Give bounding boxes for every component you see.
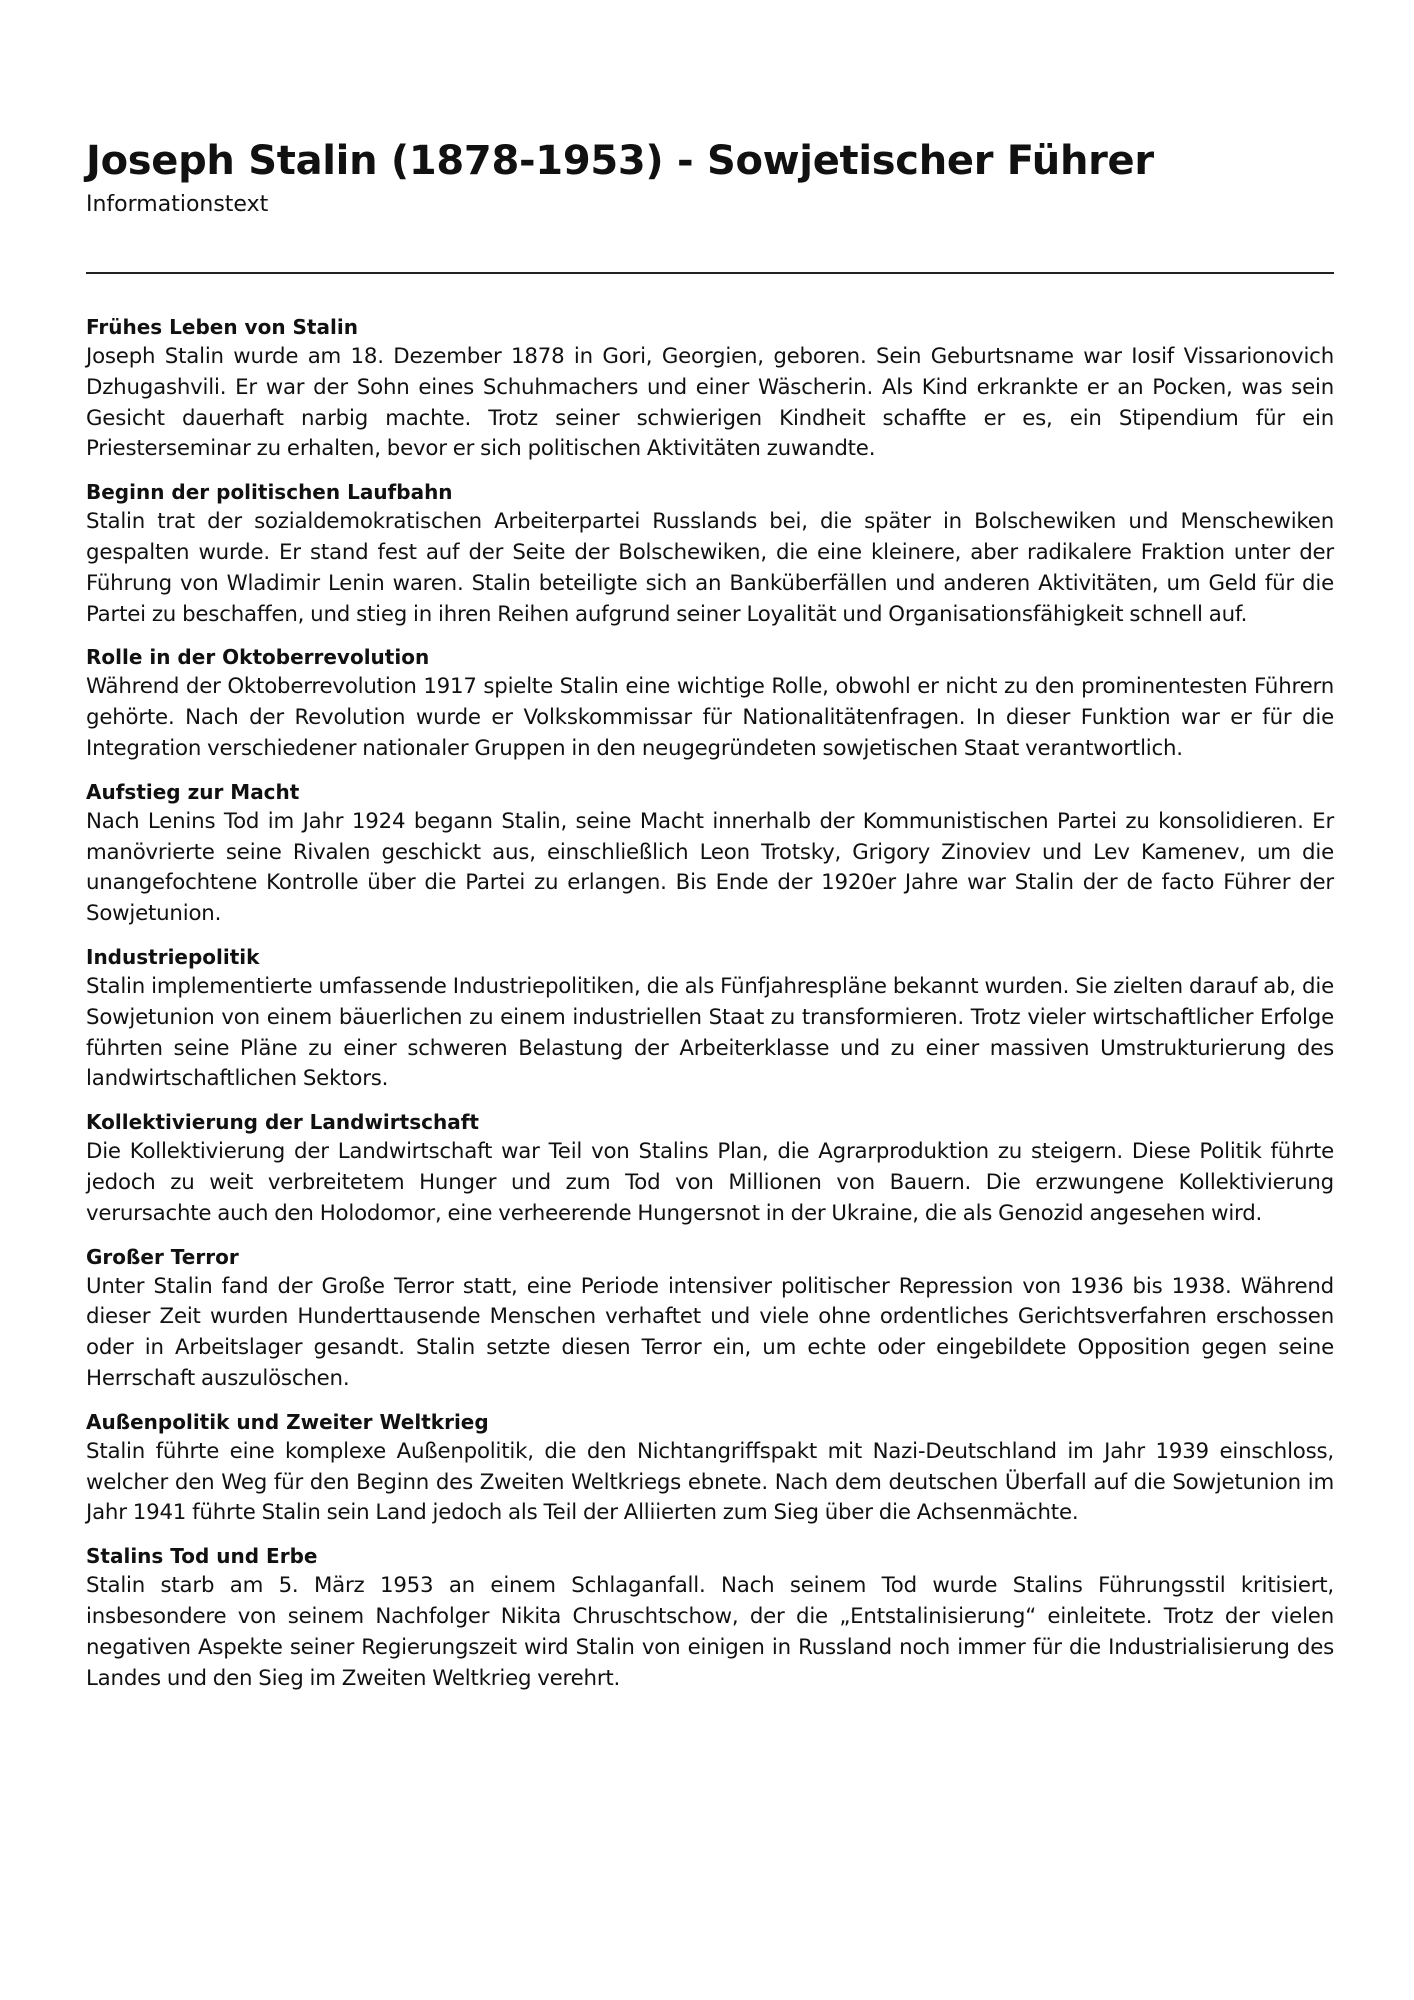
- section-paragraph: Stalin implementierte umfassende Industriepolitiken, die als Fünfjahrespläne bekannt wurden. Sie zielten darauf ab, die Sowjetunion von einem bäuerlichen zu einem industriellen Staat zu transformieren. Trotz vieler wirtschaftlicher Erfolge führten seine Pläne zu einer schweren Belastung der Arbeiterklasse und zu einer massiven Umstrukturierung des landwirtschaftlichen Sektors.: [86, 973, 1334, 1092]
- section-industrial-policy: [86, 942, 1334, 1095]
- document-content: [86, 312, 1334, 1706]
- section-paragraph: Während der Oktoberrevolution 1917 spielte Stalin eine wichtige Rolle, obwohl er nicht zu den prominentesten Führern gehörte. Nach der Revolution wurde er Volkskommissar für Nationalitätenfragen. In dieser Funktion war er für die Integration verschiedener nationaler Gruppen in den neugegründeten sowjetischen Staat verantwortlich.: [86, 674, 1334, 761]
- section-paragraph: Joseph Stalin wurde am 18. Dezember 1878 in Gori, Georgien, geboren. Sein Geburtsname war Iosif Vissarionovich Dzhugashvili. Er war der Sohn eines Schuhmachers und einer Wäscherin. Als Kind erkrankte er an Pocken, was sein Gesicht dauerhaft narbig machte. Trotz seiner schwierigen Kindheit schaffte er es, ein Stipendium für ein Priesterseminar zu erhalten, bevor er sich politischen Aktivitäten zuwandte.: [86, 344, 1334, 462]
- title-divider: [86, 272, 1334, 274]
- section-paragraph: Unter Stalin fand der Große Terror statt, eine Periode intensiver politischer Repression von 1936 bis 1938. Während dieser Zeit wurden Hunderttausende Menschen verhaftet und viele ohne ordentliches Gerichtsverfahren erschossen oder in Arbeitslager gesandt. Stalin setzte diesen Terror ein, um echte oder eingebildete Opposition gegen seine Herrschaft auszulöschen.: [86, 1273, 1334, 1391]
- section-paragraph: Stalin führte eine komplexe Außenpolitik, die den Nichtangriffspakt mit Nazi-Deutschland im Jahr 1939 einschloss, welcher den Weg für den Beginn des Zweiten Weltkriegs ebnete. Nach dem deutschen Überfall auf die Sowjetunion im Jahr 1941 führte Stalin sein Land jedoch als Teil der Alliierten zum Sieg über die Achsenmächte.: [86, 1438, 1334, 1526]
- document-title: Joseph Stalin (1878-1953) - Sowjetischer Führer: [86, 138, 1154, 184]
- section-heading: Großer Terror: [86, 1244, 239, 1269]
- section-heading: Außenpolitik und Zweiter Weltkrieg: [86, 1409, 489, 1434]
- section-paragraph: Stalin trat der sozialdemokratischen Arbeiterpartei Russlands bei, die später in Bolschewiken und Menschewiken gespalten wurde. Er stand fest auf der Seite der Bolschewiken, die eine kleinere, aber radikalere Fraktion unter der Führung von Wladimir Lenin waren. Stalin beteiligte sich an Banküberfällen und anderen Aktivitäten, um Geld für die Partei zu beschaffen, und stieg in ihren Reihen aufgrund seiner Loyalität und Organisationsfähigkeit schnell auf.: [86, 509, 1334, 627]
- section-collectivization: [86, 1107, 1334, 1229]
- section-heading: Beginn der politischen Laufbahn: [86, 480, 453, 505]
- section-heading: Aufstieg zur Macht: [86, 779, 300, 804]
- section-paragraph: Stalin starb am 5. März 1953 an einem Schlaganfall. Nach seinem Tod wurde Stalins Führungsstil kritisiert, insbesondere von seinem Nachfolger Nikita Chruschtschow, der die „Entstalinisierung“ einleitete. Trotz der vielen negativen Aspekte seiner Regierungszeit wird Stalin von einigen in Russland noch immer für die Industrialisierung des Landes und den Sieg im Zweiten Weltkrieg verehrt.: [86, 1573, 1334, 1691]
- section-heading: Industriepolitik: [86, 944, 260, 969]
- section-heading: Stalins Tod und Erbe: [86, 1544, 318, 1569]
- section-paragraph: Die Kollektivierung der Landwirtschaft war Teil von Stalins Plan, die Agrarproduktion zu steigern. Diese Politik führte jedoch zu weit verbreitetem Hunger und zum Tod von Millionen von Bauern. Die erzwungene Kollektivierung verursachte auch den Holodomor, eine verheerende Hungersnot in der Ukraine, die als Genozid angesehen wird.: [86, 1139, 1334, 1226]
- section-heading: Rolle in der Oktoberrevolution: [86, 645, 430, 670]
- section-great-terror: [86, 1242, 1334, 1395]
- section-paragraph: Nach Lenins Tod im Jahr 1924 begann Stalin, seine Macht innerhalb der Kommunistischen Partei zu konsolidieren. Er manövrierte seine Rivalen geschickt aus, einschließlich Leon Trotsky, Grigory Zinoviev und Lev Kamenev, um die unangefochtene Kontrolle über die Partei zu erlangen. Bis Ende der 1920er Jahre war Stalin der de facto Führer der Sowjetunion.: [86, 808, 1334, 927]
- section-foreign-policy-ww2: [86, 1407, 1334, 1529]
- section-heading: Kollektivierung der Landwirtschaft: [86, 1110, 479, 1135]
- section-october-revolution: [86, 642, 1334, 764]
- document-subtitle: Informationstext: [86, 192, 269, 217]
- section-heading: Frühes Leben von Stalin: [86, 315, 358, 339]
- section-rise-to-power: [86, 777, 1334, 930]
- section-political-career: [86, 477, 1334, 630]
- section-death-legacy: [86, 1541, 1334, 1694]
- section-early-life: [86, 312, 1334, 465]
